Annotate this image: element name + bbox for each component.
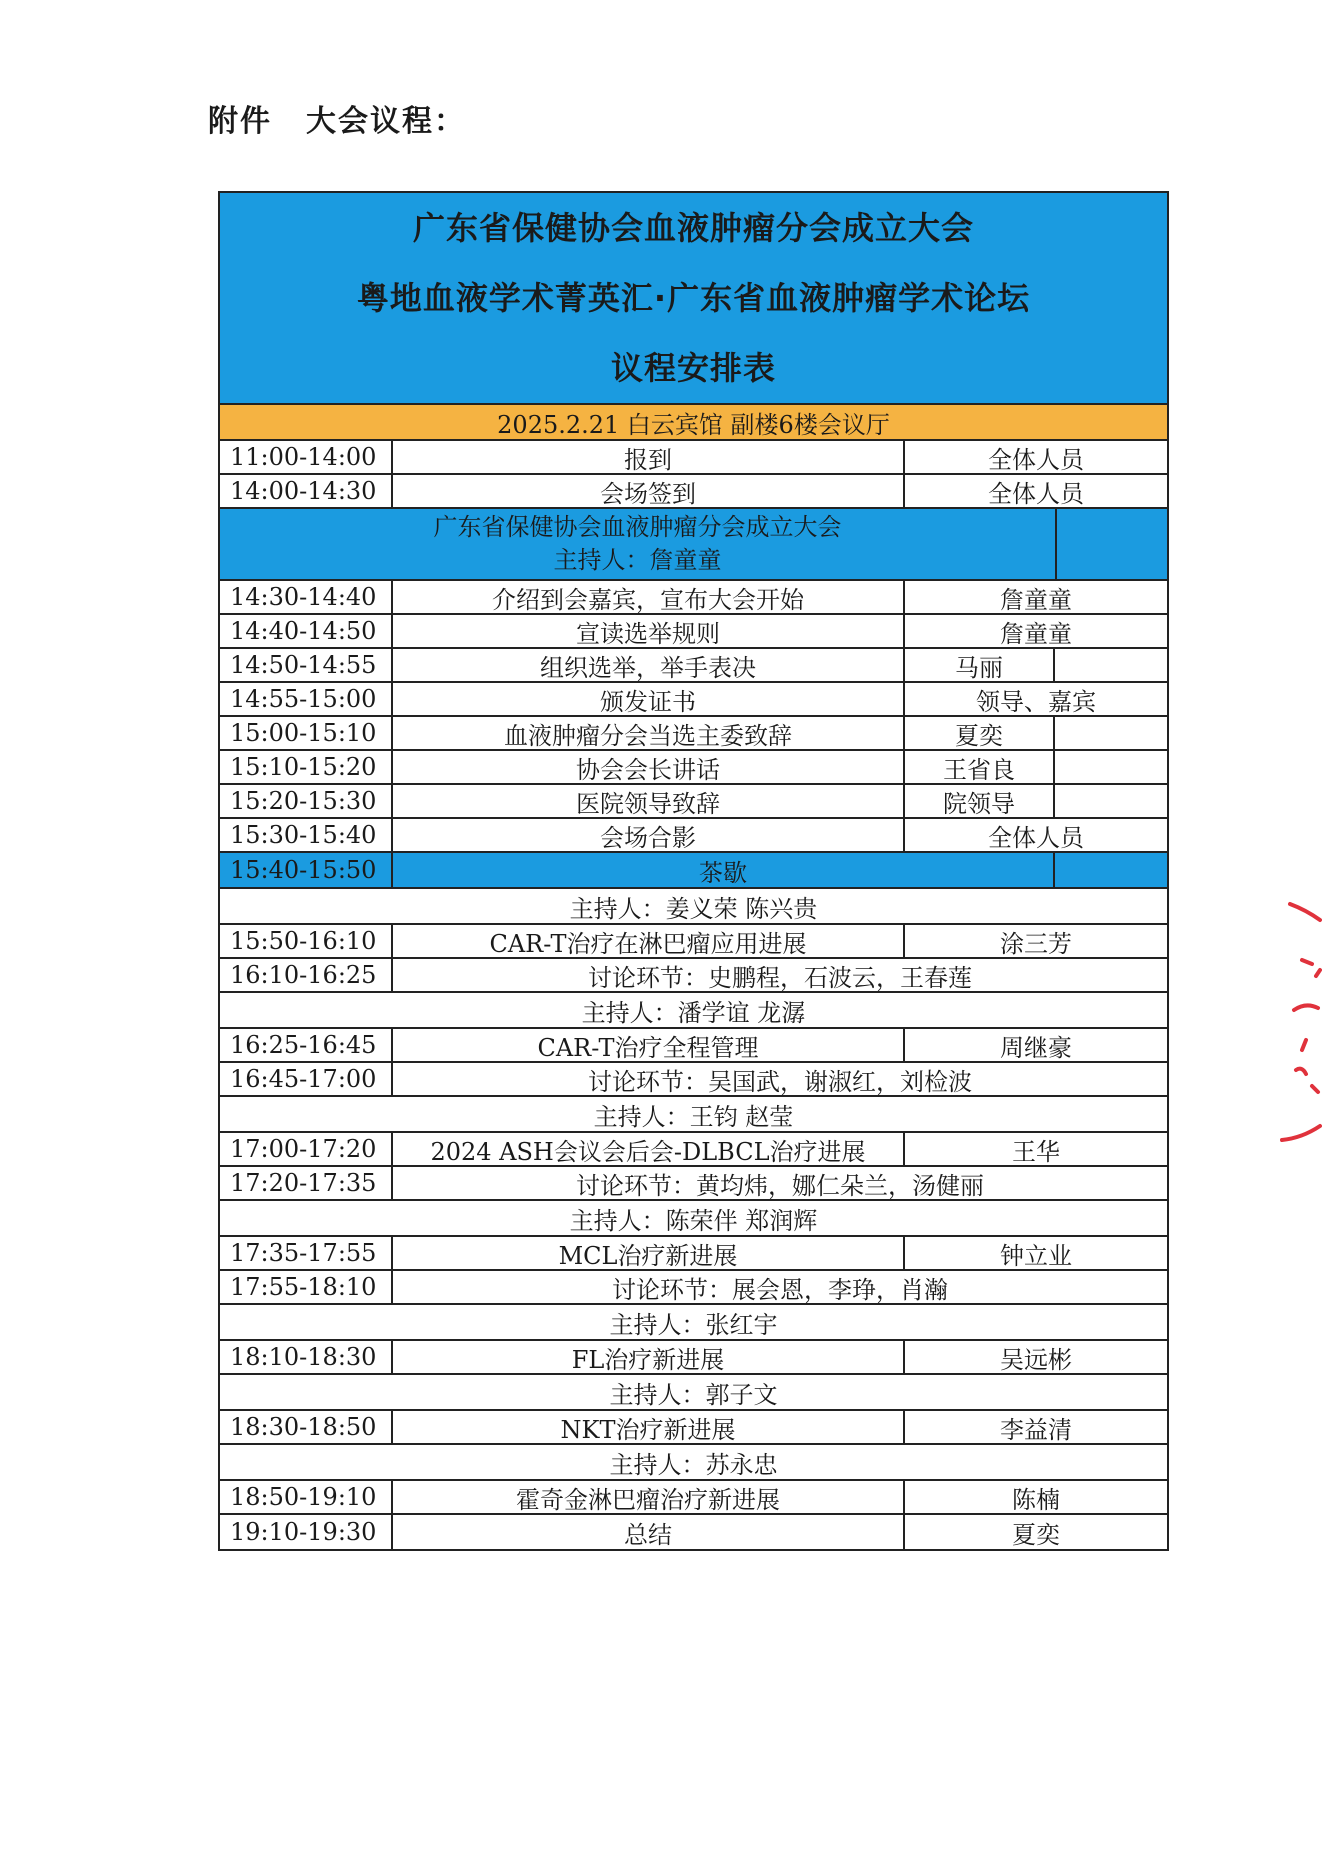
table-row xyxy=(220,1271,1167,1305)
speaker-cell: 周继豪 xyxy=(1000,1033,1072,1061)
speaker-cell: 全体人员 xyxy=(988,479,1084,507)
red-stamp-fragment xyxy=(1272,890,1322,1170)
topic-cell: 协会会长讲话 xyxy=(393,751,905,783)
time-cell: 14:55-15:00 xyxy=(220,683,393,715)
table-row xyxy=(220,683,1167,717)
speaker-cell: 王省良 xyxy=(905,751,1055,783)
host-cell: 主持人：苏永忠 xyxy=(609,1450,778,1479)
tea-break-row xyxy=(220,853,1167,889)
topic-cell: 血液肿瘤分会当选主委致辞 xyxy=(393,717,905,749)
speaker-cell: 全体人员 xyxy=(988,445,1084,473)
time-cell: 18:50-19:10 xyxy=(220,1481,393,1513)
title-line-2: 粤地血液学术菁英汇·广东省血液肿瘤学术论坛 xyxy=(356,279,1031,317)
speaker-cell: 院领导 xyxy=(905,785,1055,817)
topic-cell: 霍奇金淋巴瘤治疗新进展 xyxy=(393,1481,905,1513)
time-cell: 14:30-14:40 xyxy=(220,581,393,613)
topic-cell: 颁发证书 xyxy=(393,683,905,715)
table-row xyxy=(220,959,1167,993)
time-cell: 11:00-14:00 xyxy=(220,441,393,473)
host-row xyxy=(220,889,1167,925)
time-cell: 17:35-17:55 xyxy=(220,1237,393,1269)
speaker-cell: 夏奕 xyxy=(905,717,1055,749)
time-cell: 14:50-14:55 xyxy=(220,649,393,681)
table-row xyxy=(220,615,1167,649)
speaker-cell: 钟立业 xyxy=(1000,1241,1072,1269)
speaker-cell: 詹童童 xyxy=(1000,619,1072,647)
speaker-cell: 马丽 xyxy=(905,649,1055,681)
discussion-cell: 讨论环节：黄均炜，娜仁朵兰，汤健丽 xyxy=(576,1171,984,1199)
section-header xyxy=(220,509,1167,581)
table-row xyxy=(220,441,1167,475)
table-row xyxy=(220,1167,1167,1201)
time-cell: 19:10-19:30 xyxy=(220,1515,393,1549)
host-row xyxy=(220,1305,1167,1341)
speaker-cell: 全体人员 xyxy=(988,823,1084,851)
tea-break-label: 茶歇 xyxy=(393,853,1055,887)
host-row xyxy=(220,993,1167,1029)
host-cell: 主持人：姜义荣 陈兴贵 xyxy=(569,894,818,923)
time-cell: 15:10-15:20 xyxy=(220,751,393,783)
table-row xyxy=(220,717,1167,751)
table-row xyxy=(220,751,1167,785)
table-row xyxy=(220,819,1167,853)
topic-cell: MCL治疗新进展 xyxy=(393,1237,905,1269)
table-row xyxy=(220,649,1167,683)
table-row xyxy=(220,581,1167,615)
table-row xyxy=(220,1237,1167,1271)
topic-cell: 报到 xyxy=(393,441,905,473)
topic-cell: CAR-T治疗全程管理 xyxy=(393,1029,905,1061)
time-cell: 16:10-16:25 xyxy=(220,959,393,991)
table-row xyxy=(220,785,1167,819)
discussion-cell: 讨论环节：展会恩，李琤，肖瀚 xyxy=(612,1275,948,1303)
agenda-table xyxy=(218,191,1169,1551)
attachment-title: 大会议程： xyxy=(306,104,466,139)
speaker-cell: 李益清 xyxy=(1000,1415,1072,1443)
discussion-cell: 讨论环节：史鹏程，石波云，王春莲 xyxy=(588,963,972,991)
time-cell: 15:20-15:30 xyxy=(220,785,393,817)
host-cell: 主持人：张红宇 xyxy=(609,1310,778,1339)
topic-cell: NKT治疗新进展 xyxy=(393,1411,905,1443)
time-cell: 15:30-15:40 xyxy=(220,819,393,851)
topic-cell: 2024 ASH会议会后会-DLBCL治疗进展 xyxy=(393,1133,905,1165)
speaker-cell: 吴远彬 xyxy=(1000,1345,1072,1373)
table-row xyxy=(220,1481,1167,1515)
host-cell: 主持人：陈荣伴 郑润辉 xyxy=(569,1206,818,1235)
date-venue-row: 2025.2.21 白云宾馆 副楼6楼会议厅 xyxy=(220,405,1167,441)
speaker-cell: 王华 xyxy=(1012,1137,1060,1165)
topic-cell: 总结 xyxy=(393,1515,905,1549)
host-cell: 主持人：王钧 赵莹 xyxy=(593,1102,794,1131)
host-row xyxy=(220,1375,1167,1411)
time-cell: 16:25-16:45 xyxy=(220,1029,393,1061)
topic-cell: 组织选举，举手表决 xyxy=(393,649,905,681)
table-row xyxy=(220,1341,1167,1375)
time-cell: 14:00-14:30 xyxy=(220,475,393,507)
section-host: 主持人：詹童童 xyxy=(553,546,722,574)
host-cell: 主持人：潘学谊 龙潺 xyxy=(581,998,806,1027)
time-cell: 15:40-15:50 xyxy=(220,853,393,887)
topic-cell: 会场签到 xyxy=(393,475,905,507)
table-row xyxy=(220,1515,1167,1549)
title-line-1: 广东省保健协会血液肿瘤分会成立大会 xyxy=(412,209,974,247)
time-cell: 17:00-17:20 xyxy=(220,1133,393,1165)
host-row xyxy=(220,1097,1167,1133)
discussion-cell: 讨论环节：吴国武，谢淑红，刘检波 xyxy=(588,1067,972,1095)
time-cell: 15:00-15:10 xyxy=(220,717,393,749)
table-row xyxy=(220,925,1167,959)
table-row xyxy=(220,1133,1167,1167)
agenda-title-block xyxy=(220,193,1167,405)
topic-cell: CAR-T治疗在淋巴瘤应用进展 xyxy=(393,925,905,957)
table-row xyxy=(220,1029,1167,1063)
attachment-heading xyxy=(208,96,466,140)
host-row xyxy=(220,1201,1167,1237)
topic-cell: 会场合影 xyxy=(393,819,905,851)
time-cell: 15:50-16:10 xyxy=(220,925,393,957)
speaker-cell: 夏奕 xyxy=(1012,1520,1060,1549)
topic-cell: FL治疗新进展 xyxy=(393,1341,905,1373)
host-cell: 主持人：郭子文 xyxy=(609,1380,778,1409)
speaker-cell: 领导、嘉宾 xyxy=(976,687,1096,715)
host-row xyxy=(220,1445,1167,1481)
title-line-3: 议程安排表 xyxy=(610,349,776,387)
time-cell: 16:45-17:00 xyxy=(220,1063,393,1095)
table-row xyxy=(220,475,1167,509)
topic-cell: 医院领导致辞 xyxy=(393,785,905,817)
section-title: 广东省保健协会血液肿瘤分会成立大会 xyxy=(433,513,842,541)
time-cell: 18:30-18:50 xyxy=(220,1411,393,1443)
time-cell: 17:55-18:10 xyxy=(220,1271,393,1303)
time-cell: 14:40-14:50 xyxy=(220,615,393,647)
table-row xyxy=(220,1063,1167,1097)
speaker-cell: 詹童童 xyxy=(1000,585,1072,613)
topic-cell: 宣读选举规则 xyxy=(393,615,905,647)
topic-cell: 介绍到会嘉宾，宣布大会开始 xyxy=(393,581,905,613)
speaker-cell: 涂三芳 xyxy=(1000,929,1072,957)
time-cell: 17:20-17:35 xyxy=(220,1167,393,1199)
table-row xyxy=(220,1411,1167,1445)
time-cell: 18:10-18:30 xyxy=(220,1341,393,1373)
attachment-label: 附件 xyxy=(208,104,272,139)
speaker-cell: 陈楠 xyxy=(1012,1485,1060,1513)
